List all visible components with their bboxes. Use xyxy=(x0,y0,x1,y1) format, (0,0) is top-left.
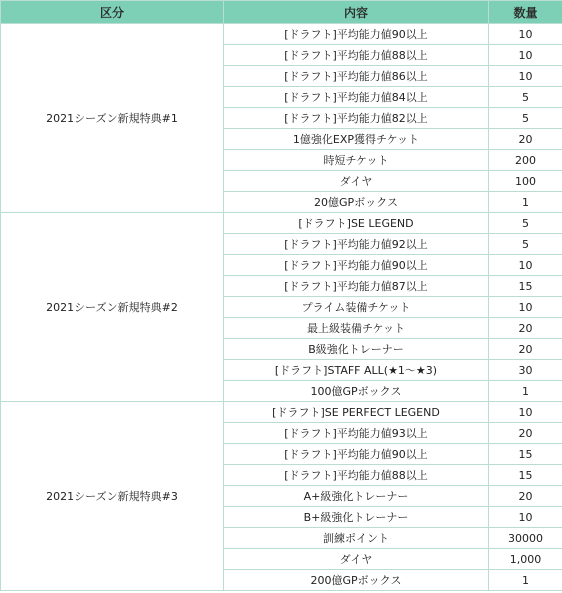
quantity-cell: 10 xyxy=(489,45,562,66)
quantity-cell: 30 xyxy=(489,360,562,381)
category-cell: 2021シーズン新規特典#2 xyxy=(1,213,224,402)
quantity-cell: 100 xyxy=(489,171,562,192)
header-quantity: 数量 xyxy=(489,1,562,24)
category-cell: 2021シーズン新規特典#3 xyxy=(1,402,224,591)
table-row xyxy=(1,24,562,45)
quantity-cell: 1 xyxy=(489,192,562,213)
item-cell: [ドラフト]SE LEGEND xyxy=(224,213,489,234)
quantity-cell: 200 xyxy=(489,150,562,171)
item-cell: [ドラフト]SE PERFECT LEGEND xyxy=(224,402,489,423)
quantity-cell: 5 xyxy=(489,87,562,108)
table-row xyxy=(1,213,562,234)
item-cell: [ドラフト]平均能力値82以上 xyxy=(224,108,489,129)
item-cell: [ドラフト]平均能力値90以上 xyxy=(224,24,489,45)
quantity-cell: 20 xyxy=(489,339,562,360)
item-cell: [ドラフト]平均能力値86以上 xyxy=(224,66,489,87)
item-cell: ダイヤ xyxy=(224,171,489,192)
item-cell: 200億GPボックス xyxy=(224,570,489,591)
reward-table-body xyxy=(1,24,562,591)
quantity-cell: 1,000 xyxy=(489,549,562,570)
quantity-cell: 5 xyxy=(489,234,562,255)
item-cell: A+級強化トレーナー xyxy=(224,486,489,507)
quantity-cell: 10 xyxy=(489,66,562,87)
quantity-cell: 10 xyxy=(489,507,562,528)
reward-table-header xyxy=(1,1,562,24)
item-cell: 100億GPボックス xyxy=(224,381,489,402)
quantity-cell: 10 xyxy=(489,402,562,423)
item-cell: [ドラフト]平均能力値84以上 xyxy=(224,87,489,108)
item-cell: 訓練ポイント xyxy=(224,528,489,549)
item-cell: [ドラフト]STAFF ALL(★1～★3) xyxy=(224,360,489,381)
item-cell: 最上級装備チケット xyxy=(224,318,489,339)
item-cell: [ドラフト]平均能力値88以上 xyxy=(224,45,489,66)
quantity-cell: 10 xyxy=(489,24,562,45)
table-row xyxy=(1,402,562,423)
category-cell: 2021シーズン新規特典#1 xyxy=(1,24,224,213)
quantity-cell: 15 xyxy=(489,276,562,297)
header-content: 内容 xyxy=(224,1,489,24)
item-cell: ダイヤ xyxy=(224,549,489,570)
header-category: 区分 xyxy=(1,1,224,24)
item-cell: B+級強化トレーナー xyxy=(224,507,489,528)
quantity-cell: 20 xyxy=(489,129,562,150)
item-cell: 時短チケット xyxy=(224,150,489,171)
quantity-cell: 15 xyxy=(489,465,562,486)
header-row xyxy=(1,1,562,24)
item-cell: 20億GPボックス xyxy=(224,192,489,213)
quantity-cell: 20 xyxy=(489,423,562,444)
item-cell: [ドラフト]平均能力値90以上 xyxy=(224,255,489,276)
item-cell: [ドラフト]平均能力値92以上 xyxy=(224,234,489,255)
item-cell: プライム装備チケット xyxy=(224,297,489,318)
quantity-cell: 10 xyxy=(489,297,562,318)
quantity-cell: 10 xyxy=(489,255,562,276)
item-cell: [ドラフト]平均能力値87以上 xyxy=(224,276,489,297)
quantity-cell: 5 xyxy=(489,213,562,234)
item-cell: 1億強化EXP獲得チケット xyxy=(224,129,489,150)
quantity-cell: 15 xyxy=(489,444,562,465)
item-cell: [ドラフト]平均能力値93以上 xyxy=(224,423,489,444)
quantity-cell: 20 xyxy=(489,318,562,339)
quantity-cell: 5 xyxy=(489,108,562,129)
quantity-cell: 20 xyxy=(489,486,562,507)
quantity-cell: 1 xyxy=(489,381,562,402)
quantity-cell: 30000 xyxy=(489,528,562,549)
item-cell: [ドラフト]平均能力値88以上 xyxy=(224,465,489,486)
item-cell: B級強化トレーナー xyxy=(224,339,489,360)
item-cell: [ドラフト]平均能力値90以上 xyxy=(224,444,489,465)
quantity-cell: 1 xyxy=(489,570,562,591)
